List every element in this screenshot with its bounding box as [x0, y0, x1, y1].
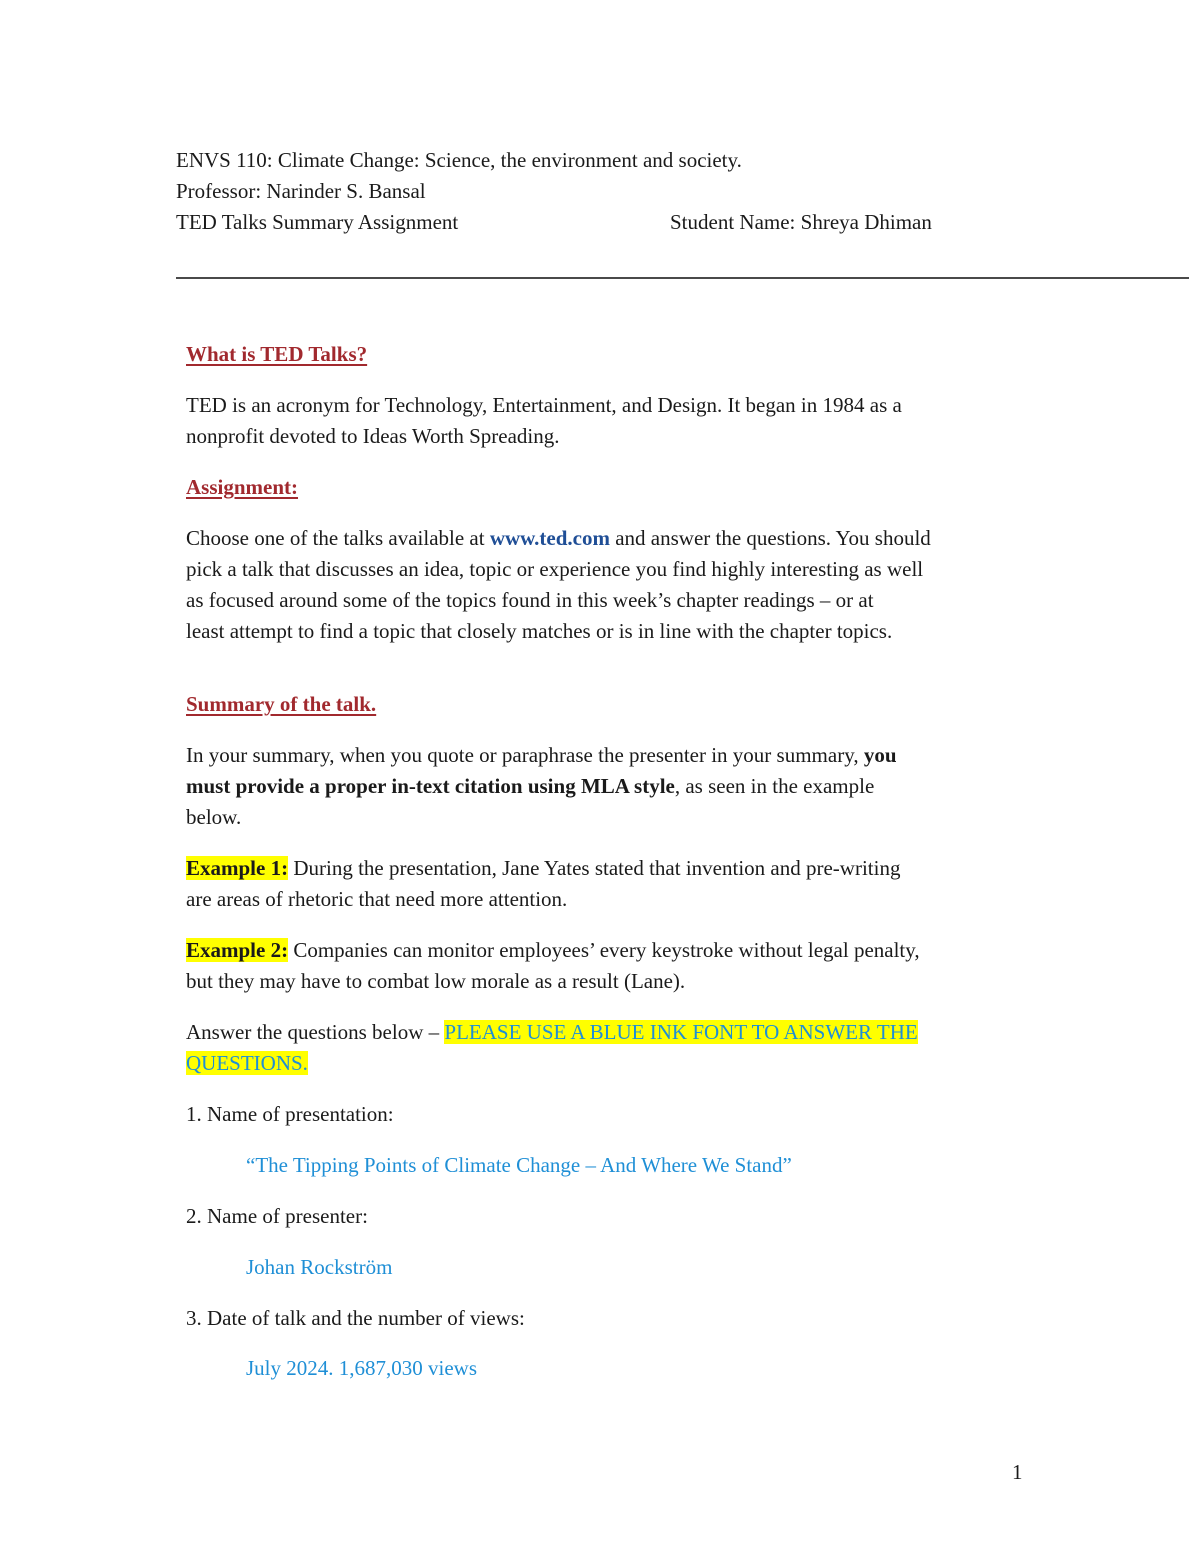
instruction-highlight-2: QUESTIONS.: [186, 1051, 308, 1075]
summary-line-2-post: , as seen in the example: [674, 774, 875, 798]
assignment-line-1: [186, 523, 931, 554]
instruction-line-2: [186, 1048, 308, 1079]
assignment-line-1-pre: Choose one of the talks available at: [186, 526, 490, 550]
example-2-text: Companies can monitor employees’ every keystroke without legal penalty,: [288, 938, 920, 962]
assignment-line-1-post: and answer the questions. You should: [609, 526, 931, 550]
assignment-line-2: pick a talk that discusses an idea, topic or experience you find highly interesting as well: [186, 557, 924, 581]
summary-line-1-pre: In your summary, when you quote or paraphrase the presenter in your summary,: [186, 743, 864, 767]
assignment-line-3: as focused around some of the topics found in this week’s chapter readings – or at: [186, 588, 874, 612]
instruction-pre: Answer the questions below –: [186, 1020, 445, 1044]
what-is-ted-line-1: TED is an acronym for Technology, Entertainment, and Design. It began in 1984 as a: [186, 393, 902, 417]
example-2-label: Example 2:: [186, 938, 289, 962]
example-1-text: During the presentation, Jane Yates stated that invention and pre-writing: [288, 856, 901, 880]
example-2-line-2: but they may have to combat low morale as a result (Lane).: [186, 969, 686, 993]
what-is-ted-heading: What is TED Talks?: [186, 342, 368, 366]
course-title: ENVS 110: Climate Change: Science, the environment and society.: [176, 148, 742, 172]
summary-line-2: [186, 771, 874, 802]
example-1-line-1: [186, 853, 900, 884]
page-number: 1: [1012, 1460, 1023, 1484]
question-1: 1. Name of presentation:: [186, 1102, 394, 1126]
header-divider: [176, 277, 1189, 279]
summary-line-3: below.: [186, 805, 242, 829]
summary-line-1-bold: you: [863, 743, 897, 767]
student-name: Student Name: Shreya Dhiman: [670, 210, 932, 234]
instruction-line-1: [186, 1017, 918, 1048]
answer-1: “The Tipping Points of Climate Change – And Where We Stand”: [246, 1153, 792, 1177]
professor-name: Professor: Narinder S. Bansal: [176, 179, 426, 203]
assignment-heading: Assignment:: [186, 475, 299, 499]
question-3: 3. Date of talk and the number of views:: [186, 1306, 525, 1330]
what-is-ted-line-2: nonprofit devoted to Ideas Worth Spreading.: [186, 424, 560, 448]
summary-heading: Summary of the talk.: [186, 692, 377, 716]
answer-3: July 2024. 1,687,030 views: [246, 1356, 477, 1380]
question-2: 2. Name of presenter:: [186, 1204, 368, 1228]
answer-2: Johan Rockström: [246, 1255, 393, 1279]
assignment-title: TED Talks Summary Assignment: [176, 210, 459, 234]
example-2-line-1: [186, 935, 920, 966]
ted-link[interactable]: www.ted.com: [489, 526, 610, 550]
summary-line-2-bold: must provide a proper in-text citation using MLA style: [186, 774, 675, 798]
assignment-line-4: least attempt to find a topic that closely matches or is in line with the chapter topics.: [186, 619, 893, 643]
instruction-highlight-1: PLEASE USE A BLUE INK FONT TO ANSWER THE: [444, 1020, 918, 1044]
example-1-line-2: are areas of rhetoric that need more attention.: [186, 887, 568, 911]
summary-line-1: [186, 740, 897, 771]
example-1-label: Example 1:: [186, 856, 289, 880]
